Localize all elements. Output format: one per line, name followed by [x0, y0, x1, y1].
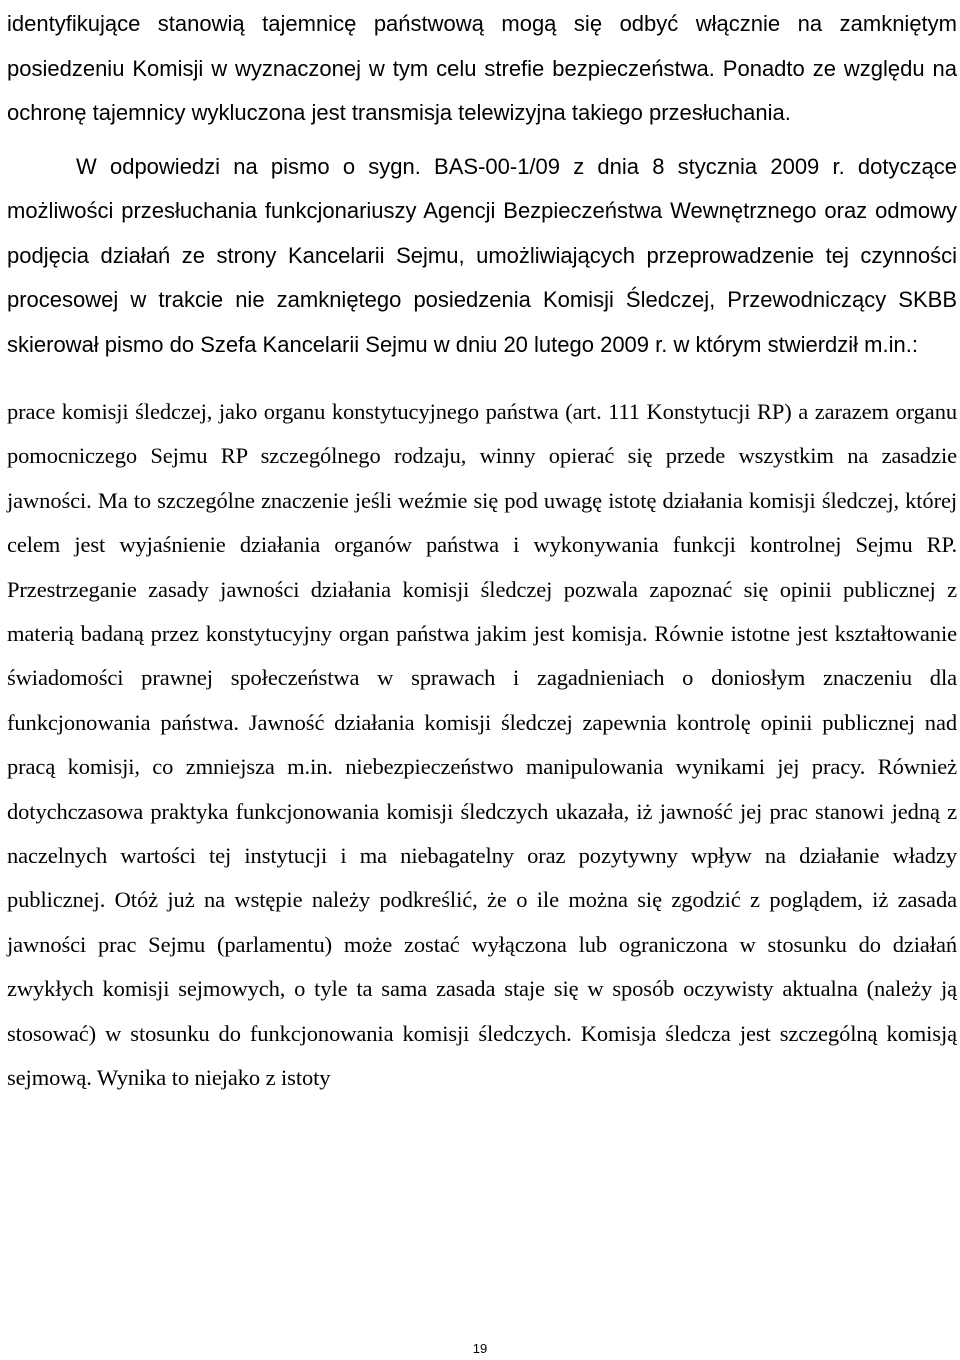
document-page	[7, 0, 957, 1101]
paragraph-response-letter: W odpowiedzi na pismo o sygn. BAS-00-1/09 z dnia 8 stycznia 2009 r. dotyczące możliwości przesłuchania funkcjonariuszy Agencji Bezpieczeństwa Wewnętrznego oraz odmowy podjęcia działań ze strony Kancelarii Sejmu, umożliwiających przeprowadzenie tej czynności procesowej w trakcie nie zamkniętego posiedzenia Komisji Śledczej, Przewodniczący SKBB skierował pismo do Szefa Kancelarii Sejmu w dniu 20 lutego 2009 r. w którym stwierdził m.in.:	[7, 153, 957, 357]
paragraph-continuation: identyfikujące stanowią tajemnicę państwową mogą się odbyć włącznie na zamkniętym posiedzeniu Komisji w wyznaczonej w tym celu strefie bezpieczeństwa. Ponadto ze względu na ochronę tajemnicy wykluczona jest transmisja telewizyjna takiego przesłuchania.	[7, 11, 957, 125]
page-number: 19	[472, 1341, 488, 1356]
paragraph-quoted-statement: prace komisji śledczej, jako organu konstytucyjnego państwa (art. 111 Konstytucji RP) a zarazem organu pomocniczego Sejmu RP szczególnego rodzaju, winny opierać się przede wszystkim na zasadzie jawności. Ma to szczególne znaczenie jeśli weźmie się pod uwagę istotę działania komisji śledczej, której celem jest wyjaśnienie działania organów państwa i wykonywania funkcji kontrolnej Sejmu RP. Przestrzeganie zasady jawności działania komisji śledczej pozwala zapoznać się opinii publicznej z materią badaną przez konstytucyjny organ państwa jakim jest komisja. Równie istotne jest kształtowanie świadomości prawnej społeczeństwa w sprawach i zagadnieniach o doniosłym znaczeniu dla funkcjonowania państwa. Jawność działania komisji śledczej zapewnia kontrolę opinii publicznej nad pracą komisji, co zmniejsza m.in. niebezpieczeństwo manipulowania wynikami jej pracy. Również dotychczasowa praktyka funkcjonowania komisji śledczych ukazała, iż jawność jej prac stanowi jedną z naczelnych wartości tej instytucji i ma niebagatelny oraz pozytywny wpływ na działanie władzy publicznej. Otóż już na wstępie należy podkreślić, że o ile można się zgodzić z poglądem, iż zasada jawności prac Sejmu (parlamentu) może zostać wyłączona lub ograniczona w stosunku do działań zwykłych komisji sejmowych, o tyle ta sama zasada staje się w sposób oczywisty aktualna (należy ją stosować) w stosunku do funkcjonowania komisji śledczych. Komisja śledcza jest szczególną komisją sejmową. Wynika to niejako z istoty	[7, 399, 957, 1091]
